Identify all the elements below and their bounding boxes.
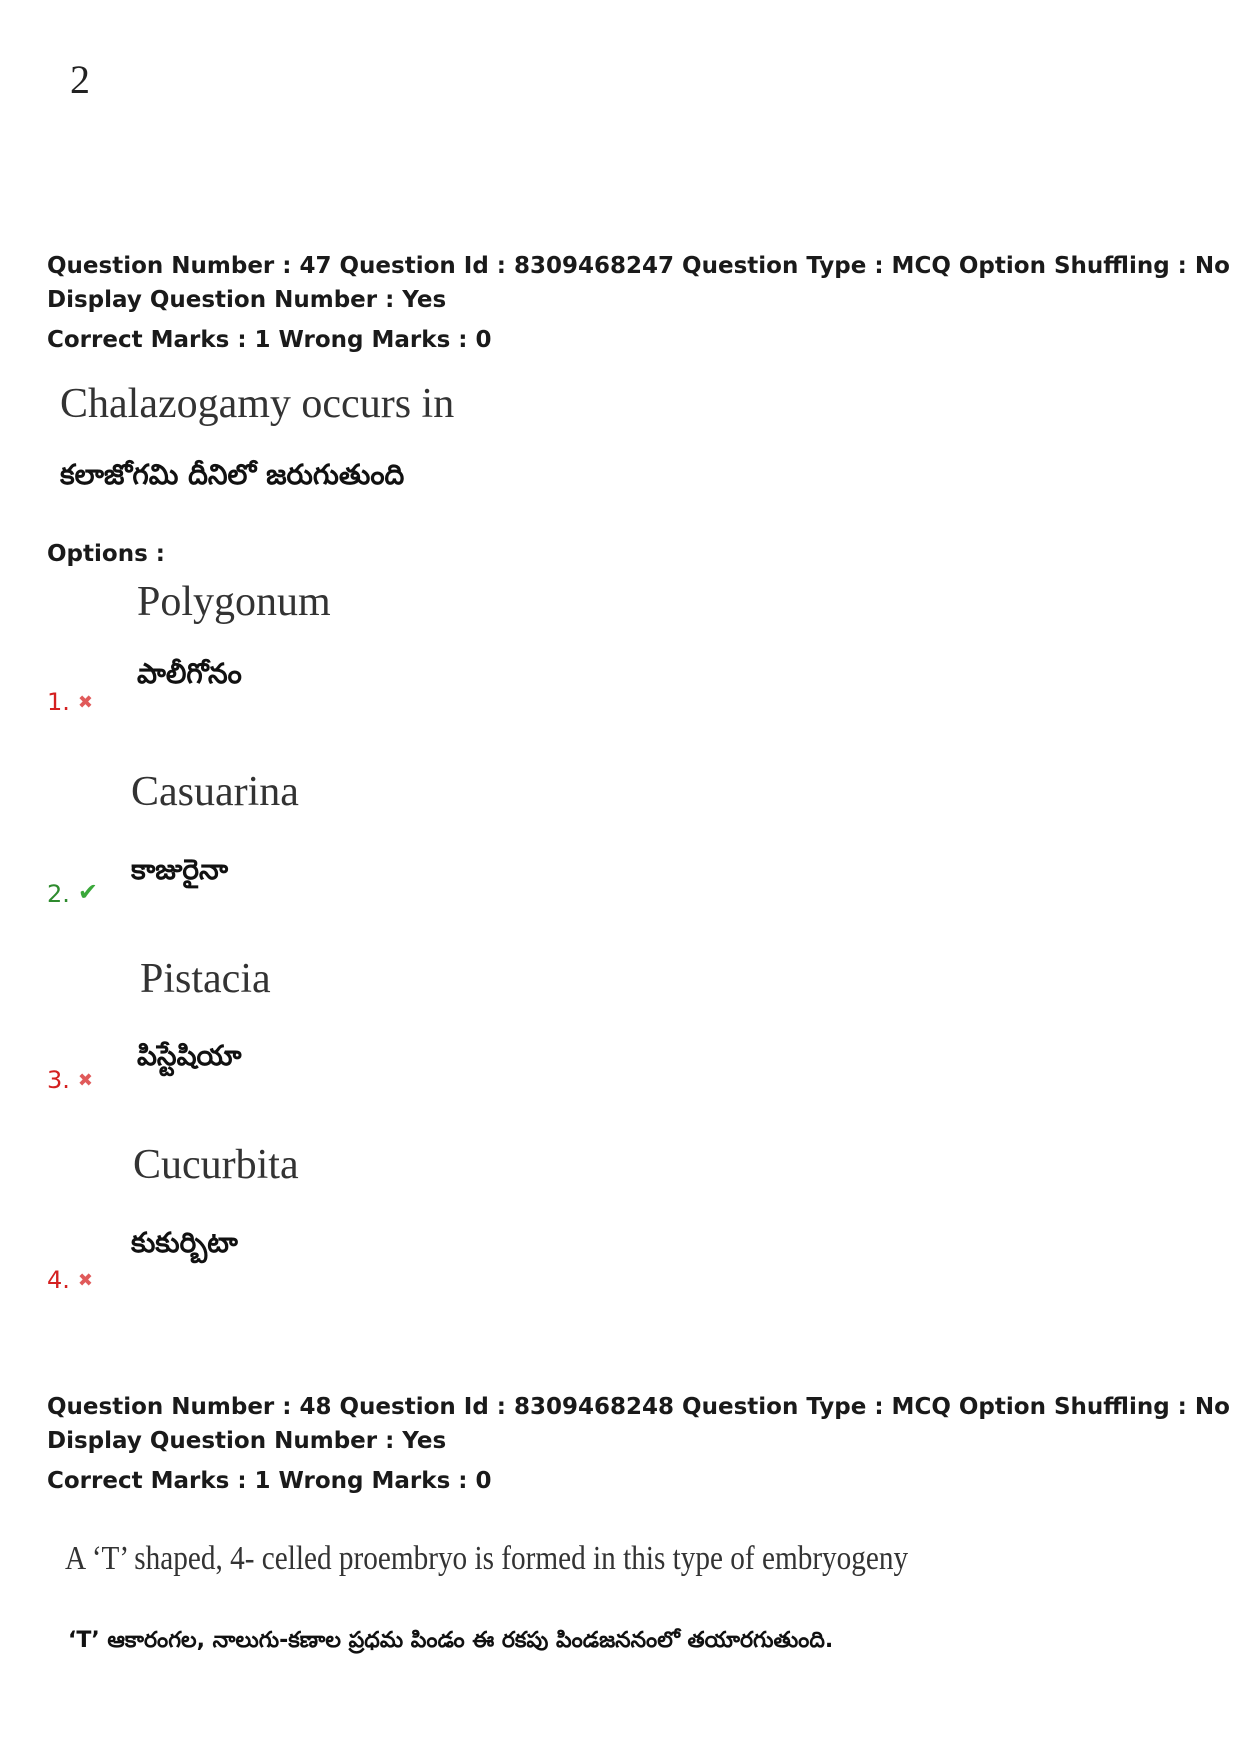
option-3-telugu: పిస్టేషియా xyxy=(137,1039,242,1072)
question-48-text-telugu: ‘T’ ఆకారంగల, నాలుగు-కణాల ప్రధమ పిండం ఈ రకపు పిండజననంలో తయారగుతుంది. xyxy=(68,1628,834,1653)
marks-line: Correct Marks : 1 Wrong Marks : 0 xyxy=(47,327,492,353)
option-number-label: 4. xyxy=(47,1266,70,1294)
display-question-number: Display Question Number : Yes xyxy=(47,287,447,313)
question-48-meta xyxy=(47,1390,1230,1498)
option-4-number xyxy=(47,1266,93,1294)
option-number-label: 3. xyxy=(47,1066,70,1094)
option-3-number xyxy=(47,1066,93,1094)
option-1-number xyxy=(47,688,93,716)
question-meta-line: Question Number : 48 Question Id : 8309468248 Question Type : MCQ Option Shuffling : No xyxy=(47,1394,1230,1420)
option-1-english: Polygonum xyxy=(137,579,331,625)
marks-line: Correct Marks : 1 Wrong Marks : 0 xyxy=(47,1468,492,1494)
cross-icon: ✖ xyxy=(77,692,93,713)
option-4-telugu: కుకుర్బిటా xyxy=(131,1226,238,1259)
question-47-text-telugu: కలాజోగమి దీనిలో జరుగుతుంది xyxy=(60,458,405,491)
options-label: Options : xyxy=(47,541,165,567)
checkmark-icon: ✔ xyxy=(77,878,99,906)
question-48-text-english: A ‘T’ shaped, 4- celled proembryo is formed in this type of embryogeny xyxy=(65,1540,909,1577)
option-3-english: Pistacia xyxy=(140,956,271,1002)
cross-icon: ✖ xyxy=(77,1070,93,1091)
option-2-english: Casuarina xyxy=(131,769,299,815)
page-number: 2 xyxy=(70,57,90,102)
option-2-number xyxy=(47,878,98,908)
cross-icon: ✖ xyxy=(77,1270,93,1291)
question-meta-line: Question Number : 47 Question Id : 8309468247 Question Type : MCQ Option Shuffling : No xyxy=(47,253,1230,279)
display-question-number: Display Question Number : Yes xyxy=(47,1428,447,1454)
option-1-telugu: పాలీగోనం xyxy=(137,657,242,690)
option-number-label: 2. xyxy=(47,880,70,908)
option-2-telugu: కాజురైనా xyxy=(131,853,229,886)
option-4-english: Cucurbita xyxy=(133,1142,299,1188)
question-47-meta xyxy=(47,249,1230,357)
option-number-label: 1. xyxy=(47,688,70,716)
question-47-text-english: Chalazogamy occurs in xyxy=(60,381,455,427)
